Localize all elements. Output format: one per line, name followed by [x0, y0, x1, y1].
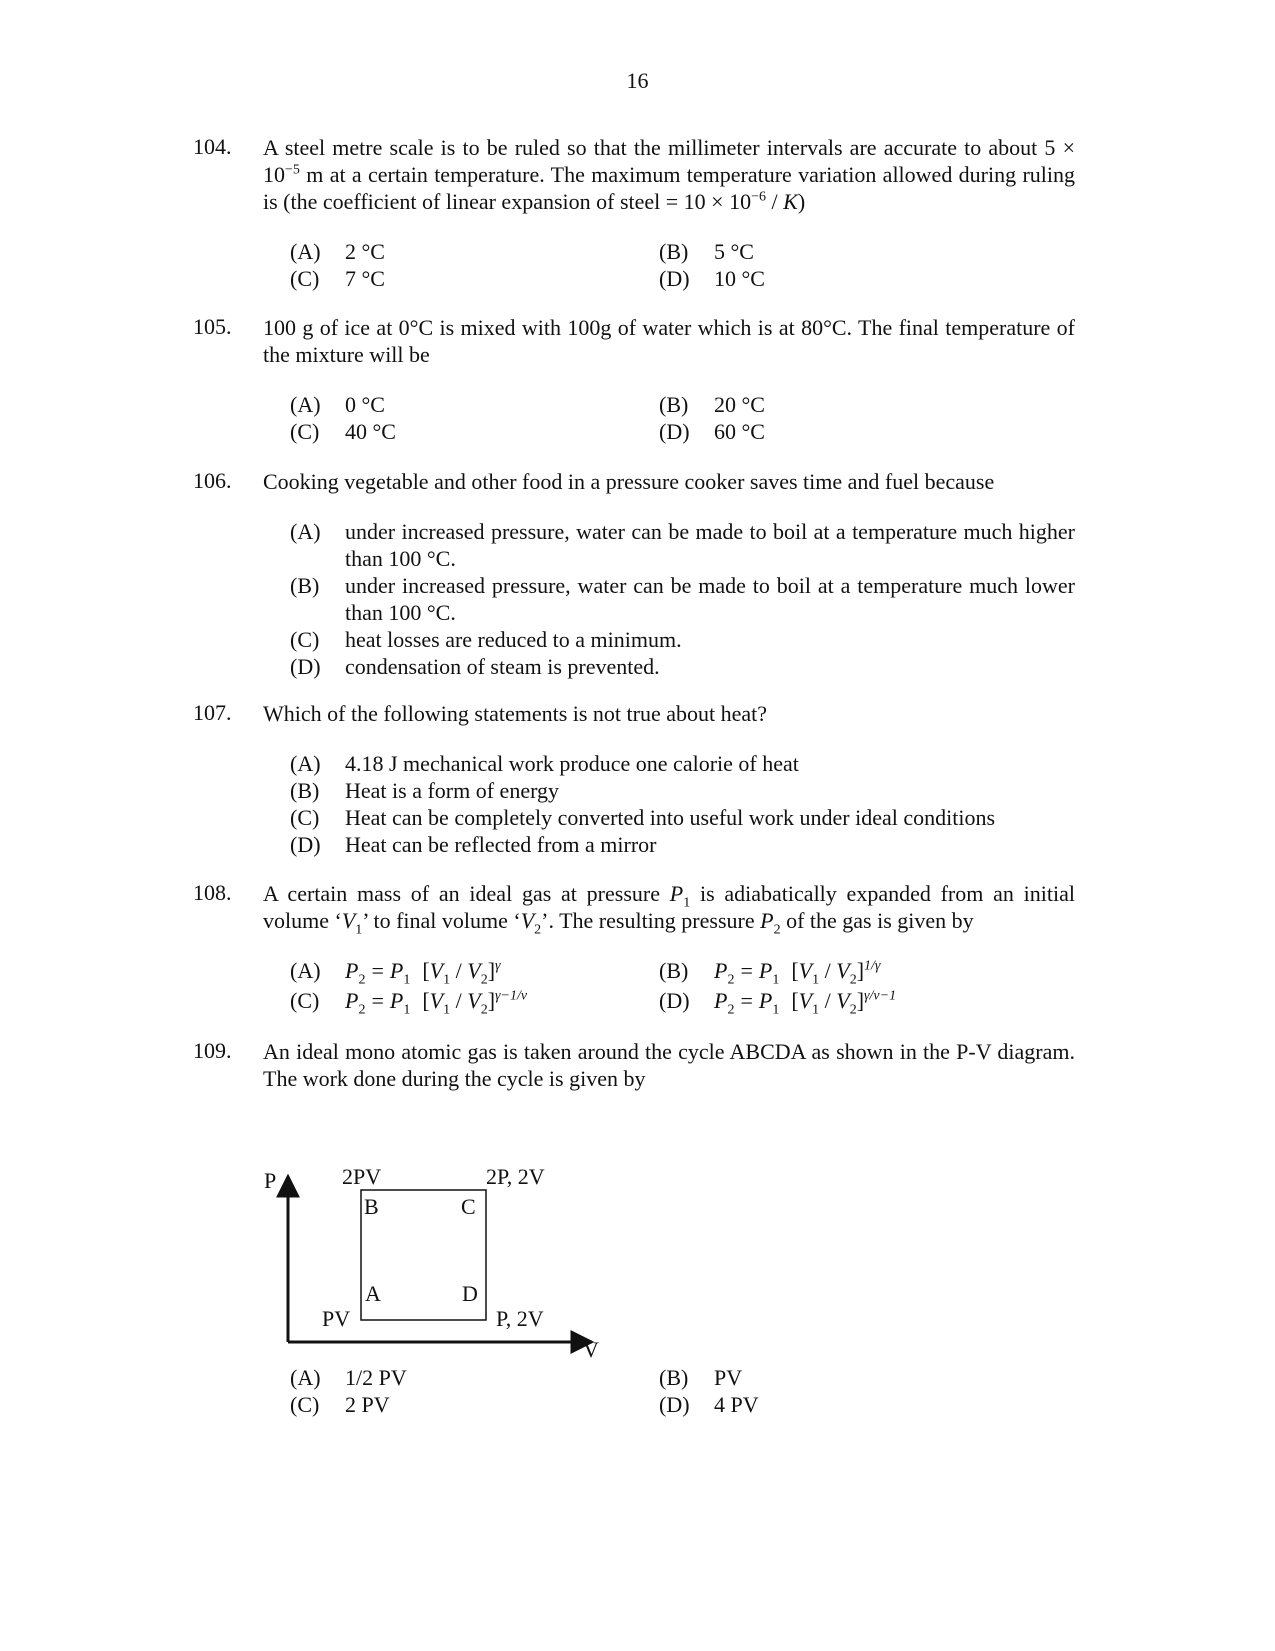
question-text: A steel metre scale is to be ruled so that the millimeter intervals are accurate to about $5 \times 10^{-5}$ m at a certain temperature. The maximum temperature variation allowed during ruling is (the coefficient of linear expansion of steel = $10 \times 10^{-6} / K$) [263, 135, 1075, 214]
question-number: 104. [193, 134, 232, 159]
option-d[interactable]: (D) 60 °C [659, 419, 765, 444]
option-b[interactable]: (B) under increased pressure, water can be made to boil at a temperature much lower than 100 °C. [290, 573, 1075, 625]
option-d[interactable]: (D) condensation of steam is prevented. [290, 654, 660, 679]
corner-b: B [364, 1194, 379, 1219]
option-a[interactable]: (A) 2 °C [290, 239, 385, 264]
question-text: Cooking vegetable and other food in a pressure cooker saves time and fuel because [263, 469, 995, 494]
answer-options [290, 750, 1075, 858]
label-top-right: 2P, 2V [486, 1164, 545, 1189]
corner-d: D [462, 1281, 478, 1306]
option-d[interactable]: (D) 4 PV [659, 1392, 759, 1417]
question-number: 108. [193, 880, 232, 905]
question-number: 107. [193, 700, 232, 725]
option-c[interactable]: (C) Heat can be completely converted into useful work under ideal conditions [290, 805, 996, 830]
question-105 [193, 314, 1075, 445]
option-d[interactable]: (D) Heat can be reflected from a mirror [290, 832, 657, 857]
option-b[interactable]: (B) PV [659, 1365, 743, 1390]
answer-options [290, 1364, 1075, 1418]
label-bottom-right: P, 2V [496, 1306, 544, 1331]
option-a[interactable]: (A) 0 °C [290, 392, 385, 417]
answer-options [290, 957, 1075, 1017]
label-bottom-left: PV [322, 1306, 351, 1331]
question-text: 100 g of ice at 0°C is mixed with 100g of water which is at 80°C. The final temperature of the mixture will be [263, 315, 1075, 367]
question-number: 105. [193, 314, 232, 339]
option-c[interactable]: (C) 2 PV [290, 1392, 390, 1417]
question-text: A certain mass of an ideal gas at pressure $P_1$ is adiabatically expanded from an initial volume ‘$V_1$’ to final volume ‘$V_2$’. The resulting pressure $P_2$ of the gas is given by [263, 881, 1075, 938]
option-b[interactable]: (B) 20 °C [659, 392, 765, 417]
option-c[interactable]: (C) $P_2 = P_1$ $[V_1 / V_2]^{\gamma-1/v}$ [290, 988, 528, 1018]
question-text: Which of the following statements is not true about heat? [263, 701, 768, 726]
page-number: 16 [626, 68, 649, 93]
option-a[interactable]: (A) 1/2 PV [290, 1365, 407, 1390]
question-number: 106. [193, 468, 232, 493]
answer-options [290, 391, 1075, 445]
question-108 [193, 880, 1075, 1017]
corner-a: A [365, 1281, 381, 1306]
question-106 [193, 468, 1075, 680]
option-a[interactable]: (A) 4.18 J mechanical work produce one calorie of heat [290, 751, 799, 776]
question-number: 109. [193, 1038, 232, 1063]
axis-label-p: P [264, 1168, 277, 1193]
answer-options [290, 518, 1075, 680]
answer-options [290, 238, 1075, 292]
option-a[interactable]: (A) $P_2 = P_1$ $[V_1 / V_2]^\gamma$ [290, 958, 501, 988]
option-c[interactable]: (C) 7 °C [290, 266, 385, 291]
option-b[interactable]: (B) Heat is a form of energy [290, 778, 560, 803]
option-d[interactable]: (D) 10 °C [659, 266, 765, 291]
axis-label-v: V [583, 1337, 599, 1362]
question-104 [193, 134, 1075, 292]
option-b[interactable]: (B) 5 °C [659, 239, 754, 264]
question-109 [193, 1038, 1075, 1092]
question-text: An ideal mono atomic gas is taken around the cycle ABCDA as shown in the P-V diagram. The work done during the cycle is given by [263, 1039, 1075, 1091]
label-top-left: 2PV [342, 1164, 382, 1189]
option-d[interactable]: (D) $P_2 = P_1$ $[V_1 / V_2]^{\gamma/v-1}$ [659, 988, 897, 1018]
option-b[interactable]: (B) $P_2 = P_1$ $[V_1 / V_2]^{1/\gamma}$ [659, 958, 881, 988]
option-a[interactable]: (A) under increased pressure, water can be made to boil at a temperature much higher than 100 °C. [290, 519, 1075, 571]
question-107 [193, 700, 1075, 858]
corner-c: C [461, 1194, 476, 1219]
question-109-options [193, 1364, 1075, 1418]
option-c[interactable]: (C) 40 °C [290, 419, 396, 444]
option-c[interactable]: (C) heat losses are reduced to a minimum. [290, 627, 682, 652]
